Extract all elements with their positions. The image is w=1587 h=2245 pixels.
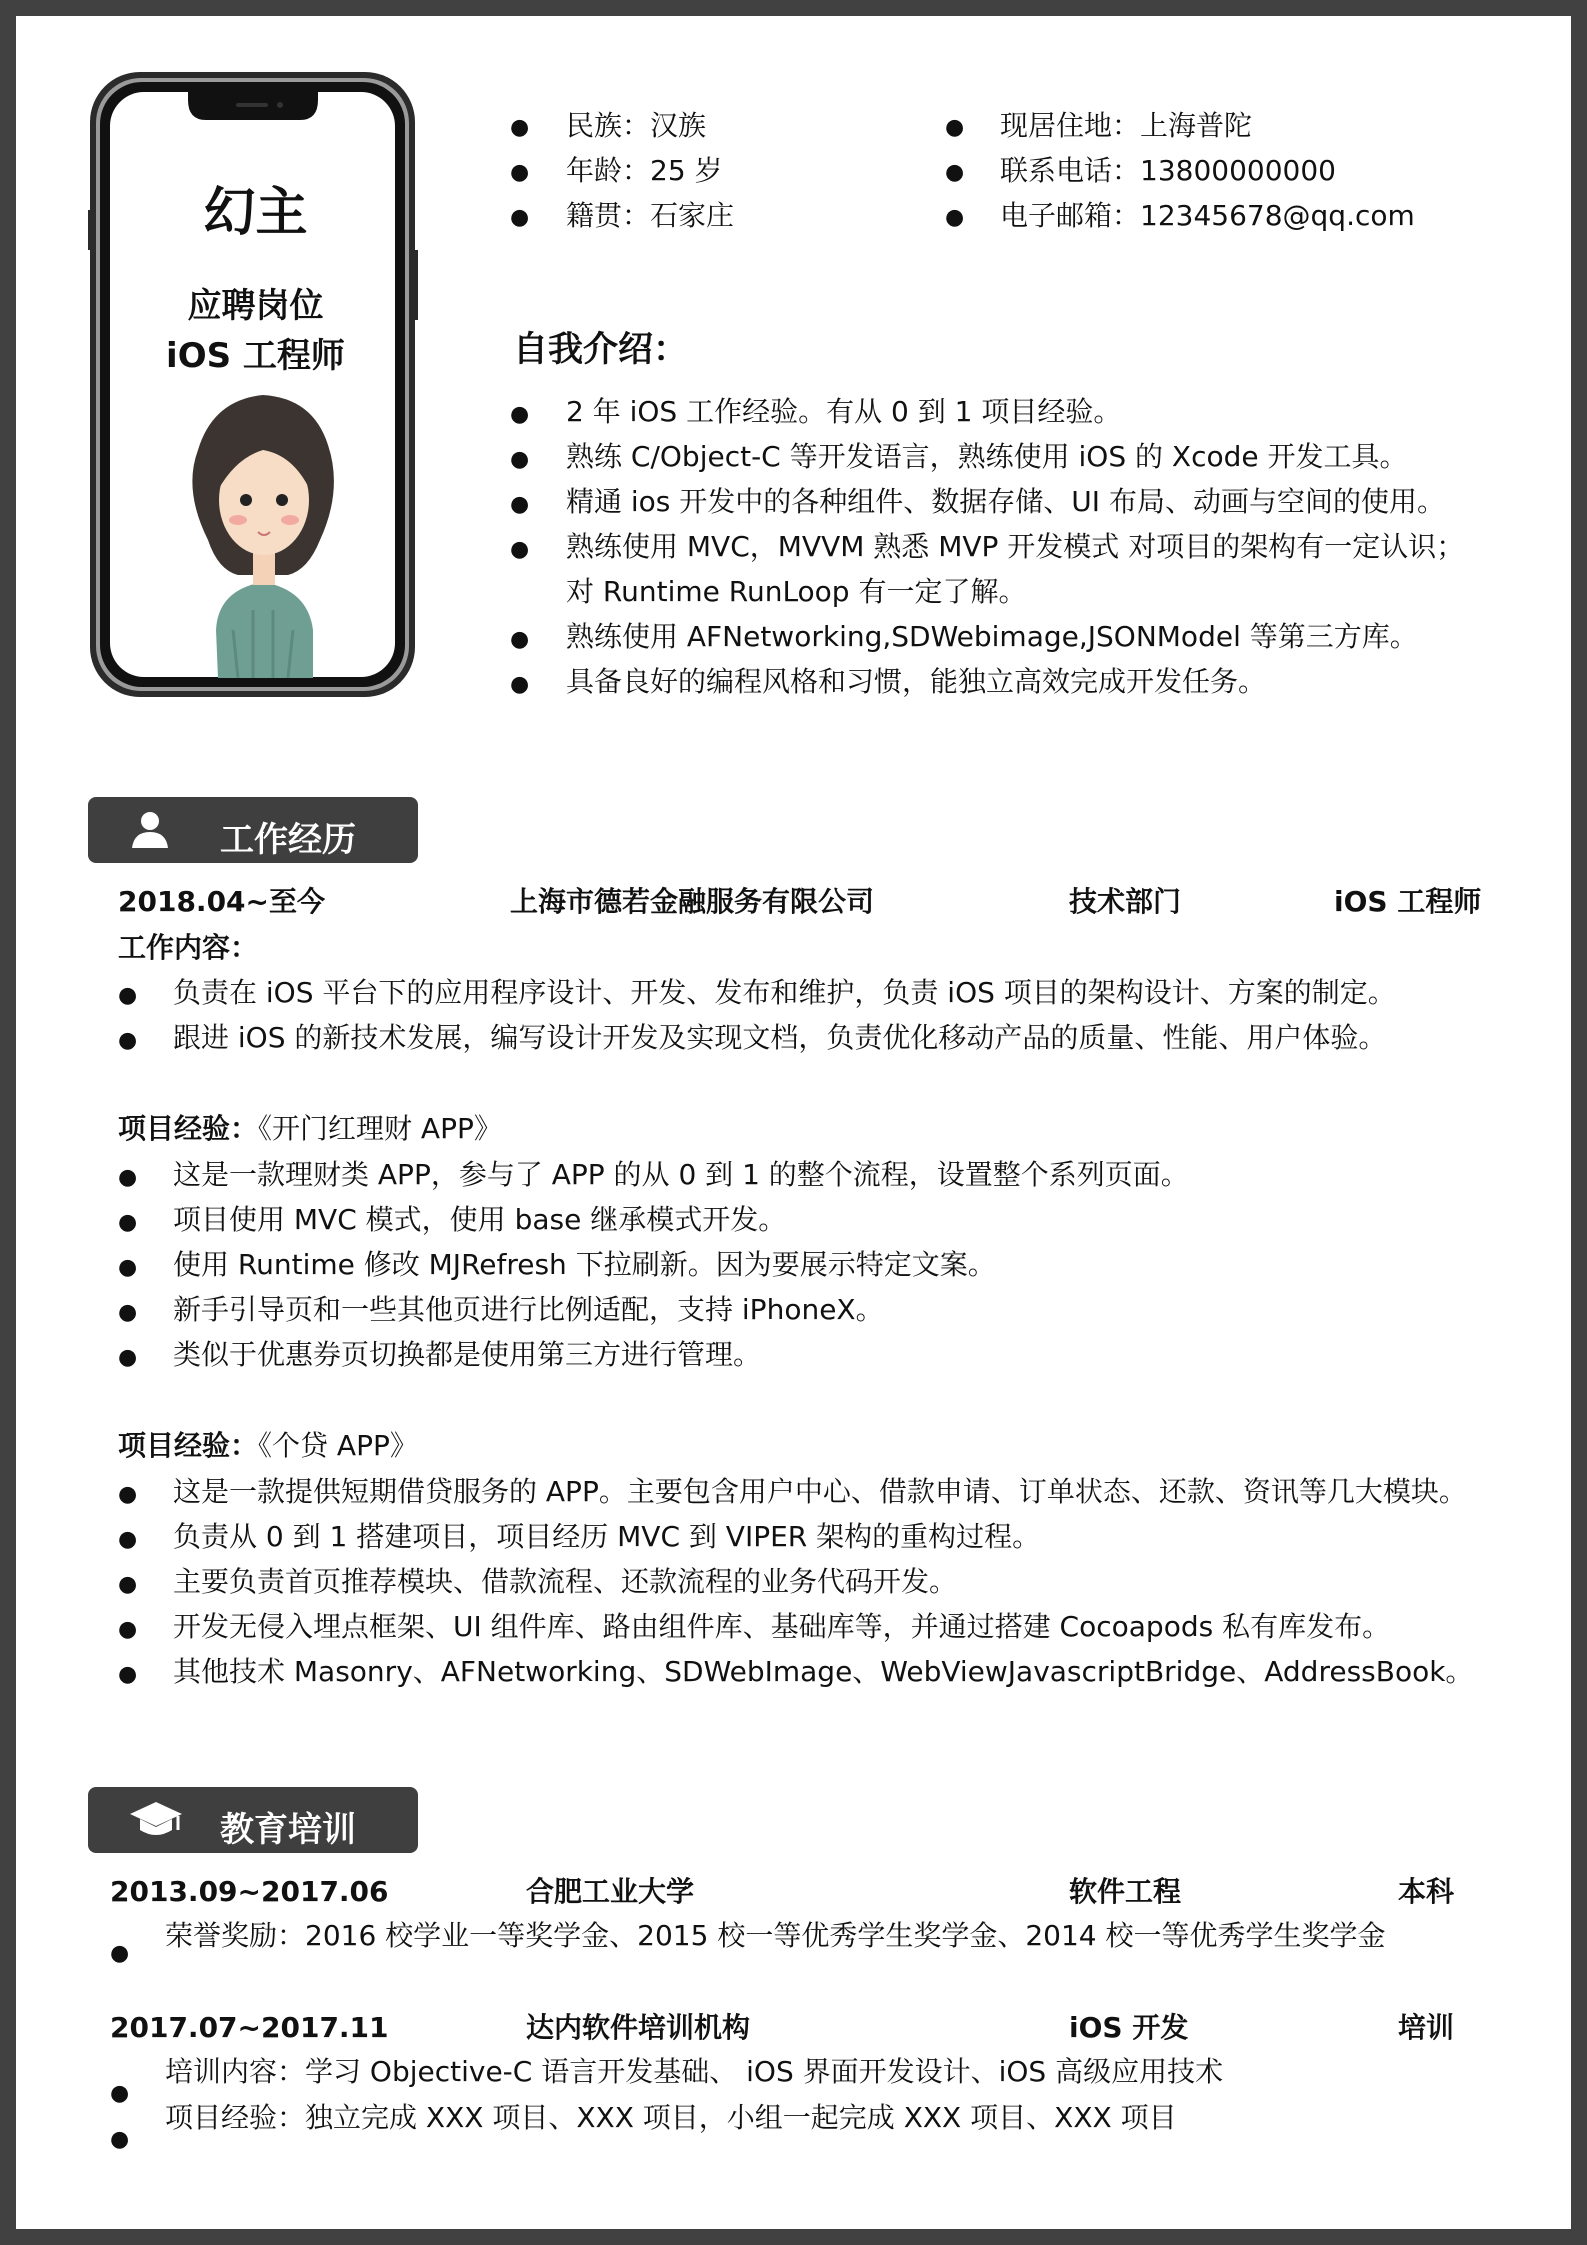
- project-item: 这是一款提供短期借贷服务的 APP。主要包含用户中心、借款申请、订单状态、还款、资讯等几大模块。: [173, 1475, 1467, 1508]
- info-email: 电子邮箱：12345678@qq.com: [1000, 199, 1415, 232]
- work-content-item: 负责在 iOS 平台下的应用程序设计、开发、发布和维护，负责 iOS 项目的架构设计、方案的制定。: [173, 976, 1396, 1009]
- bullet: ●: [118, 1345, 138, 1370]
- project-item: 这是一款理财类 APP，参与了 APP 的从 0 到 1 的整个流程，设置整个系列页面。: [173, 1158, 1189, 1191]
- info-hometown: 籍贯：石家庄: [566, 199, 735, 232]
- bullet: ●: [510, 402, 530, 427]
- bullet: ●: [118, 1300, 138, 1325]
- project-item: 开发无侵入埋点框架、UI 组件库、路由组件库、基础库等，并通过搭建 Cocoapods 私有库发布。: [173, 1610, 1391, 1643]
- bullet: ●: [110, 2127, 130, 2152]
- project-label: 项目经验：: [118, 1112, 259, 1145]
- edu-period: 2013.09~2017.06: [110, 1875, 389, 1908]
- bullet: ●: [510, 115, 530, 140]
- edu-degree: 培训: [1398, 2011, 1455, 2044]
- bullet: ●: [510, 492, 530, 517]
- project-heading: [118, 1112, 502, 1145]
- bullet: ●: [945, 160, 965, 185]
- education-section-header: [88, 1787, 418, 1853]
- bullet: ●: [510, 160, 530, 185]
- edu-major: 软件工程: [1069, 1875, 1182, 1908]
- bullet: ●: [118, 1028, 138, 1053]
- work-company: 上海市德若金融服务有限公司: [510, 885, 875, 918]
- intro-item: 具备良好的编程风格和习惯，能独立高效完成开发任务。: [566, 665, 1267, 698]
- bullet: ●: [118, 1617, 138, 1642]
- bullet: ●: [945, 205, 965, 230]
- bullet: ●: [118, 1210, 138, 1235]
- project-item: 负责从 0 到 1 搭建项目，项目经历 MVC 到 VIPER 架构的重构过程。: [173, 1520, 1041, 1553]
- intro-item: 2 年 iOS 工作经验。有从 0 到 1 项目经验。: [566, 395, 1122, 428]
- work-content-item: 跟进 iOS 的新技术发展，编写设计开发及实现文档，负责优化移动产品的质量、性能、用户体验。: [173, 1021, 1387, 1054]
- bullet: ●: [118, 1165, 138, 1190]
- candidate-name: 幻主: [203, 183, 308, 243]
- intro-item: 熟练 C/Object-C 等开发语言，熟练使用 iOS 的 Xcode 开发工具。: [566, 440, 1408, 473]
- bullet: ●: [118, 983, 138, 1008]
- edu-item: 项目经验：独立完成 XXX 项目、XXX 项目，小组一起完成 XXX 项目、XXX 项目: [165, 2101, 1177, 2134]
- education-section-title: 教育培训: [220, 1810, 356, 1850]
- work-section-header: [88, 797, 418, 863]
- phone-frame-icon: [88, 70, 423, 720]
- bullet: ●: [510, 205, 530, 230]
- bullet: ●: [510, 627, 530, 652]
- edu-school: 合肥工业大学: [526, 1875, 695, 1908]
- work-content-label: 工作内容：: [118, 931, 259, 964]
- project-item: 新手引导页和一些其他页进行比例适配，支持 iPhoneX。: [173, 1293, 884, 1326]
- bullet: ●: [510, 672, 530, 697]
- person-icon: [128, 810, 172, 850]
- bullet: ●: [945, 115, 965, 140]
- bullet: ●: [118, 1572, 138, 1597]
- intro-item: 熟练使用 AFNetworking,SDWebimage,JSONModel 等第三方库。: [566, 620, 1418, 653]
- info-phone: 联系电话：13800000000: [1000, 154, 1336, 187]
- position-label: 应聘岗位: [187, 286, 324, 326]
- project-item: 使用 Runtime 修改 MJRefresh 下拉刷新。因为要展示特定文案。: [173, 1248, 996, 1281]
- work-department: 技术部门: [1069, 885, 1182, 918]
- work-period: 2018.04~至今: [118, 885, 325, 918]
- bullet: ●: [118, 1527, 138, 1552]
- edu-major: iOS 开发: [1069, 2011, 1189, 2044]
- intro-item: 精通 ios 开发中的各种组件、数据存储、UI 布局、动画与空间的使用。: [566, 485, 1445, 518]
- edu-degree: 本科: [1398, 1875, 1455, 1908]
- edu-period: 2017.07~2017.11: [110, 2011, 389, 2044]
- position-value: iOS 工程师: [166, 336, 345, 376]
- bullet: ●: [118, 1662, 138, 1687]
- info-residence: 现居住地：上海普陀: [1000, 109, 1253, 142]
- intro-item: 熟练使用 MVC，MVVM 熟悉 MVP 开发模式 对项目的架构有一定认识；: [566, 530, 1465, 563]
- edu-school: 达内软件培训机构: [526, 2011, 751, 2044]
- bullet: ●: [510, 447, 530, 472]
- work-section-title: 工作经历: [220, 820, 356, 860]
- project-item: 项目使用 MVC 模式，使用 base 继承模式开发。: [173, 1203, 787, 1236]
- bullet: ●: [510, 537, 530, 562]
- intro-title: 自我介绍：: [513, 330, 689, 370]
- project-name: 《个贷 APP》: [258, 1429, 418, 1462]
- bullet: ●: [118, 1482, 138, 1507]
- bullet: ●: [110, 2081, 130, 2106]
- graduation-cap-icon: [128, 1800, 184, 1842]
- project-item: 主要负责首页推荐模块、借款流程、还款流程的业务代码开发。: [173, 1565, 958, 1598]
- intro-item-continued: 对 Runtime RunLoop 有一定了解。: [566, 575, 1027, 608]
- edu-item: 培训内容：学习 Objective-C 语言开发基础、 iOS 界面开发设计、iOS 高级应用技术: [165, 2055, 1224, 2088]
- project-label: 项目经验：: [118, 1429, 259, 1462]
- bullet: ●: [118, 1255, 138, 1280]
- edu-item: 荣誉奖励：2016 校学业一等奖学金、2015 校一等优秀学生奖学金、2014 校一等优秀学生奖学金: [165, 1919, 1386, 1952]
- work-title: iOS 工程师: [1334, 885, 1482, 918]
- project-item: 其他技术 Masonry、AFNetworking、SDWebImage、WebViewJavascriptBridge、AddressBook。: [173, 1655, 1474, 1688]
- info-ethnicity: 民族：汉族: [566, 109, 707, 142]
- project-name: 《开门红理财 APP》: [258, 1112, 502, 1145]
- project-heading: [118, 1429, 418, 1462]
- info-age: 年龄：25 岁: [566, 154, 723, 187]
- bullet: ●: [110, 1941, 130, 1966]
- phone-profile-card: [88, 70, 423, 720]
- project-item: 类似于优惠券页切换都是使用第三方进行管理。: [173, 1338, 762, 1371]
